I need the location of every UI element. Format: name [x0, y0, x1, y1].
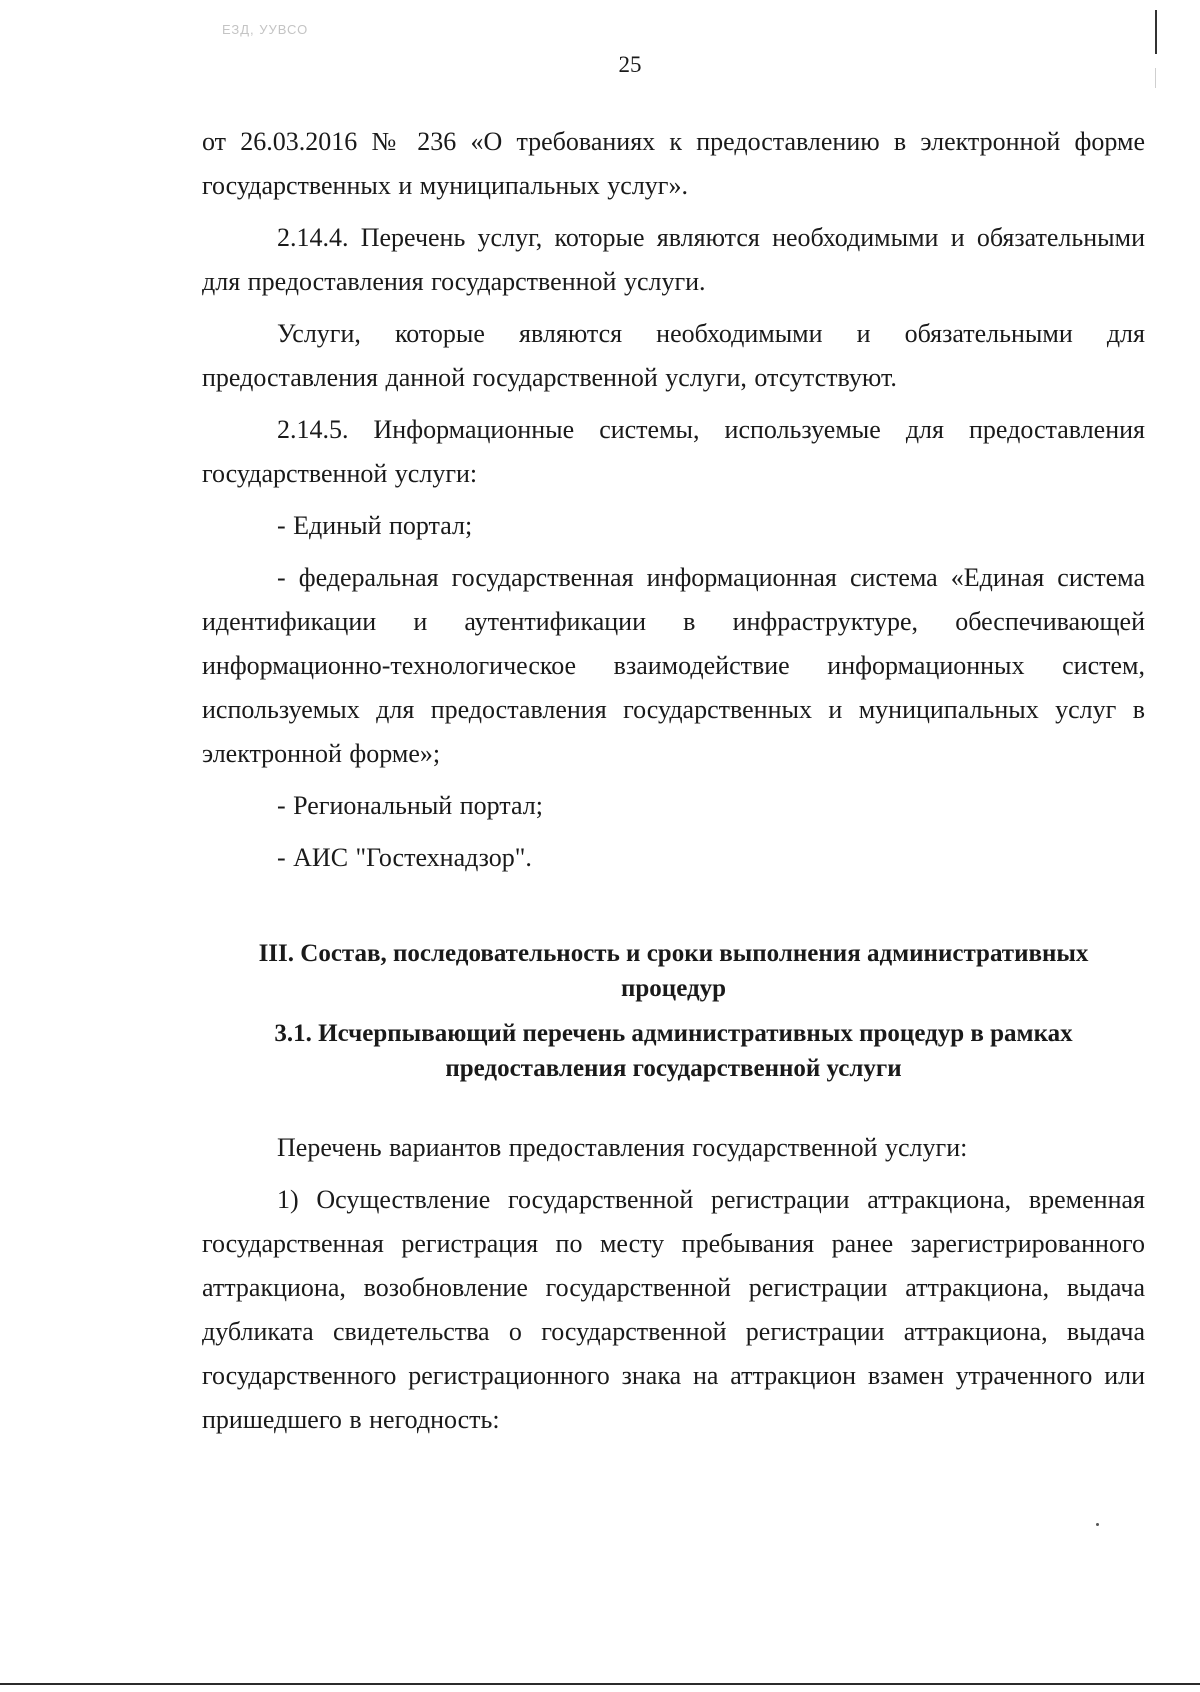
spacer	[202, 1006, 1145, 1016]
section-heading	[202, 936, 1145, 1006]
paragraph-2-14-5: 2.14.5. Информационные системы, используемые для предоставления государственной услуги:	[202, 415, 1145, 488]
scan-stamp-text: ЕЗД, УУВСО	[222, 22, 309, 37]
list-item-single-portal: - Единый портал;	[277, 511, 473, 540]
paragraph-2-14-4: 2.14.4. Перечень услуг, которые являются необходимыми и обязательными для предоставления государственной услуги.	[202, 223, 1145, 296]
paragraph-variant-1: 1) Осуществление государственной регистрации аттракциона, временная государственная регистрация по месту пребывания ранее зарегистрированного аттракциона, возобновление государственной регистрации аттракциона, выдача дубликата свидетельства о государственной регистрации аттракциона, выдача государственного регистрационного знака на аттракцион взамен утраченного или пришедшего в негодность:	[202, 1185, 1145, 1434]
section-heading-line-1: III. Состав, последовательность и сроки выполнения административных	[258, 940, 1089, 967]
paragraph-continuation: от 26.03.2016 № 236 «О требованиях к предоставлению в электронной форме государственных и муниципальных услуг».	[202, 127, 1145, 200]
page-number: 25	[618, 52, 642, 77]
scan-bottom-edge	[0, 1683, 1200, 1685]
subsection-heading-line-1: 3.1. Исчерпывающий перечень административных процедур в рамках	[274, 1020, 1073, 1047]
spacer	[202, 880, 1145, 936]
spacer	[202, 1086, 1145, 1126]
paragraph-services-absent: Услуги, которые являются необходимыми и обязательными для предоставления данной государственной услуги, отсутствуют.	[202, 319, 1145, 392]
scan-edge-mark	[1155, 10, 1157, 54]
list-item-esia: - федеральная государственная информационная система «Единая система идентификации и аутентификации в инфраструктуре, обеспечивающей информационно-технологическое взаимодействие информационных систем, используемых для предоставления государственных и муниципальных услуг в электронной форме»;	[202, 563, 1145, 768]
section-heading-line-2: процедур	[620, 975, 727, 1002]
subsection-heading-line-2: предоставления государственной услуги	[445, 1055, 902, 1082]
document-body	[202, 120, 1145, 1450]
scan-speck	[1096, 1523, 1099, 1526]
subsection-heading	[202, 1016, 1145, 1086]
list-item-regional-portal: - Региональный портал;	[277, 791, 543, 820]
list-item-ais-gostekhnadzor: - АИС "Гостехнадзор".	[277, 843, 532, 872]
paragraph-variants-list: Перечень вариантов предоставления государственной услуги:	[277, 1133, 968, 1162]
